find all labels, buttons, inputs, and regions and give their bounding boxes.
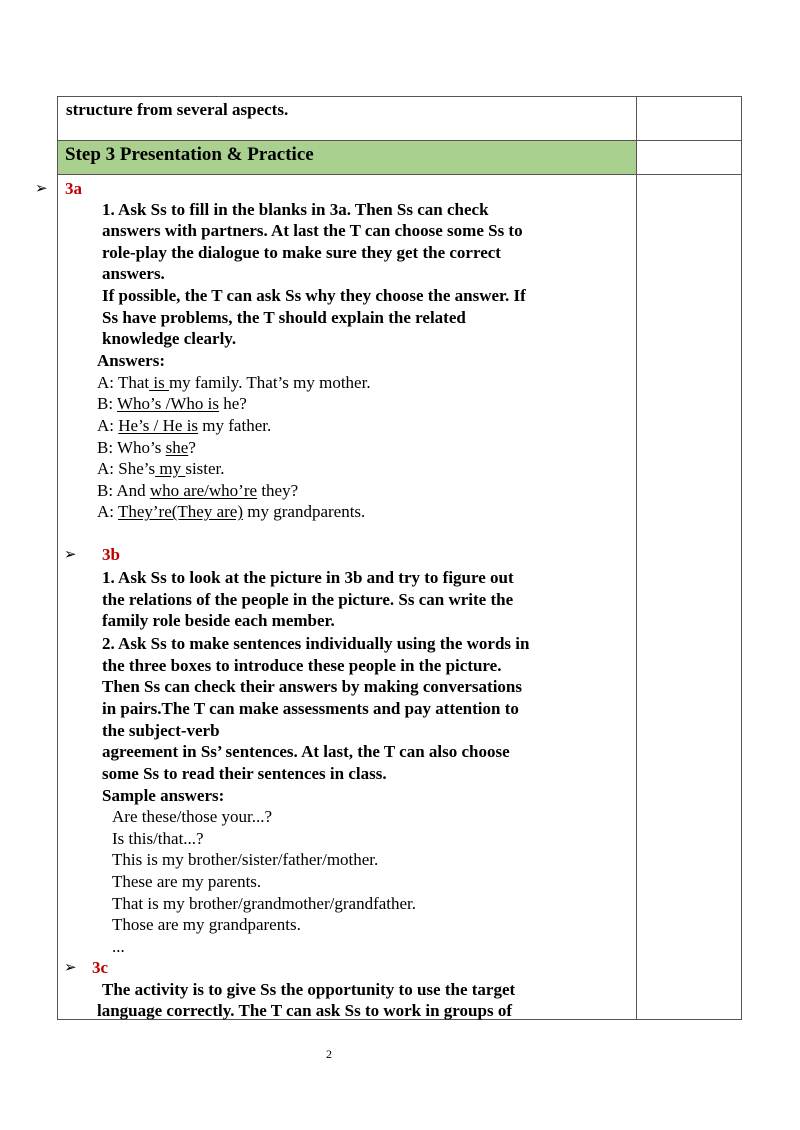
sample-line: This is my brother/sister/father/mother.	[112, 850, 379, 869]
sample-line: Are these/those your...?	[112, 807, 273, 826]
text-line: language correctly. The T can ask Ss to work in groups of	[97, 1001, 512, 1020]
sample-line: Those are my grandparents.	[112, 915, 301, 934]
text-line: answers.	[102, 264, 165, 283]
sample-line: That is my brother/grandmother/grandfather.	[112, 894, 417, 913]
sample-line: ...	[112, 937, 125, 956]
text-line: knowledge clearly.	[102, 329, 237, 348]
dialogue-line: B: Who’s /Who is he?	[97, 394, 247, 413]
dialogue-line: A: She’s my sister.	[97, 459, 225, 478]
bullet-arrow-icon: ➢	[64, 545, 77, 563]
text-line: family role beside each member.	[102, 611, 335, 630]
bullet-arrow-icon: ➢	[64, 958, 77, 976]
sample-line: These are my parents.	[112, 872, 262, 891]
text-line: 1. Ask Ss to fill in the blanks in 3a. Then Ss can check	[102, 200, 489, 219]
text-line: 1. Ask Ss to look at the picture in 3b and try to figure out	[102, 568, 514, 587]
sample-answers-label: Sample answers:	[102, 786, 225, 805]
section-3b-label: 3b	[102, 545, 120, 564]
column-divider	[636, 97, 637, 1019]
text-line: the three boxes to introduce these people in the picture.	[102, 656, 502, 675]
row-divider	[58, 174, 741, 175]
text-line: role-play the dialogue to make sure they get the correct	[102, 243, 501, 262]
dialogue-line: B: And who are/who’re they?	[97, 481, 299, 500]
text-line: in pairs.The T can make assessments and pay attention to	[102, 699, 519, 718]
sample-line: Is this/that...?	[112, 829, 204, 848]
text-line: Then Ss can check their answers by making conversations	[102, 677, 522, 696]
row-divider	[58, 140, 741, 141]
text-line: agreement in Ss’ sentences. At last, the T can also choose	[102, 742, 510, 761]
text-line: If possible, the T can ask Ss why they choose the answer. If	[102, 286, 526, 305]
bullet-arrow-icon: ➢	[35, 179, 48, 197]
page-number: 2	[326, 1047, 332, 1061]
text-line: the relations of the people in the picture. Ss can write the	[102, 590, 514, 609]
text-line: some Ss to read their sentences in class.	[102, 764, 387, 783]
text-line: answers with partners. At last the T can choose some Ss to	[102, 221, 523, 240]
section-3a-label: 3a	[65, 179, 82, 198]
text-line: Ss have problems, the T should explain the related	[102, 308, 466, 327]
dialogue-line: B: Who’s she?	[97, 438, 196, 457]
text-line: 2. Ask Ss to make sentences individually using the words in	[102, 634, 530, 653]
row1-text: structure from several aspects.	[66, 100, 289, 119]
step-header-title: Step 3 Presentation & Practice	[65, 144, 314, 165]
answers-label: Answers:	[97, 351, 165, 370]
dialogue-line: A: That is my family. That’s my mother.	[97, 373, 371, 392]
section-3c-label: 3c	[92, 958, 109, 977]
text-line: The activity is to give Ss the opportunity to use the target	[102, 980, 516, 999]
dialogue-line: A: They’re(They are) my grandparents.	[97, 502, 366, 521]
dialogue-line: A: He’s / He is my father.	[97, 416, 272, 435]
text-line: the subject-verb	[102, 721, 220, 740]
